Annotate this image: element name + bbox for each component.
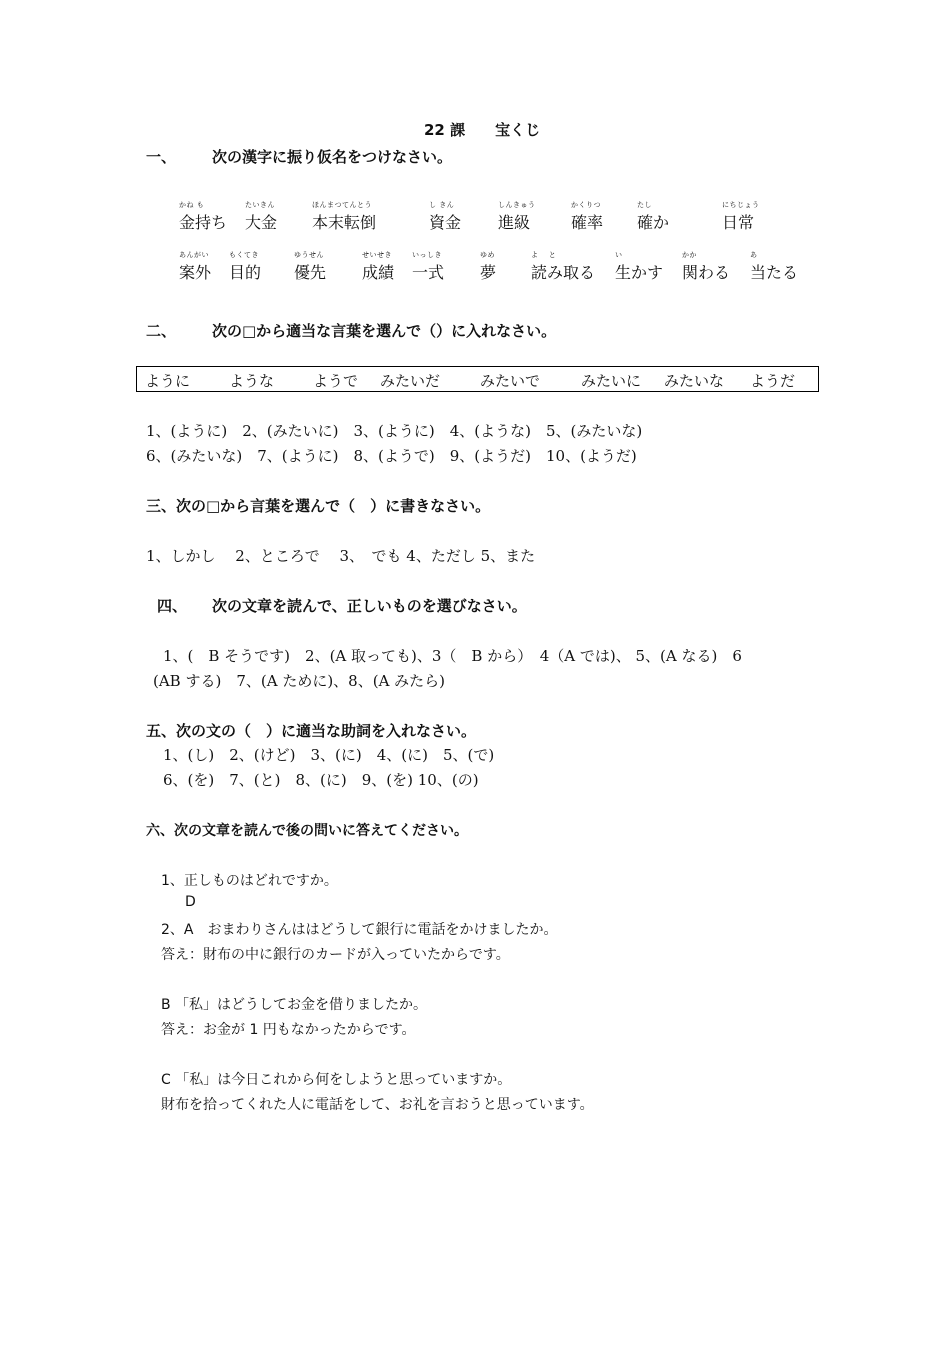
kanji-word xyxy=(637,200,669,233)
kanji-text: 本末転倒 xyxy=(312,213,377,232)
kanji-word xyxy=(615,250,663,283)
furigana: かか xyxy=(682,251,697,259)
section4-heading: 次の文章を読んで、正しいものを選びなさい。 xyxy=(212,597,527,615)
section5-heading: 五、次の文の（ ）に適当な助詞を入れなさい。 xyxy=(146,722,477,740)
kanji-text: 確率 xyxy=(571,213,604,232)
kanji-word xyxy=(294,250,326,283)
kanji-word xyxy=(179,250,211,283)
section3-heading: 三、次の□から言葉を選んで（ ）に書きなさい。 xyxy=(146,497,491,515)
kanji-word xyxy=(498,200,536,233)
choice-item: ような xyxy=(229,372,275,390)
furigana: しんきゅう xyxy=(498,201,536,209)
kanji-text: 関わる xyxy=(682,263,731,282)
choice-item: みたいだ xyxy=(380,372,441,390)
furigana: せいせき xyxy=(362,251,392,259)
choice-item: みたいに xyxy=(581,372,642,390)
choice-item: ようだ xyxy=(750,372,796,390)
section4-answers-line2: (AB する) 7、(A ために)、8、(A みたら) xyxy=(153,672,446,690)
kanji-text: 案外 xyxy=(179,263,212,282)
section2-heading: 次の□から適当な言葉を選んで（）に入れなさい。 xyxy=(212,322,557,340)
kanji-word xyxy=(750,250,798,283)
section5-answers-line2: 6、(を) 7、(と) 8、(に) 9、(を) 10、(の) xyxy=(163,771,479,789)
furigana: し きん xyxy=(429,201,455,209)
section2-answers-line1: 1、(ように) 2、(みたいに) 3、(ように) 4、(ような) 5、(みたいな) xyxy=(146,422,643,440)
section5-answers-line1: 1、(し) 2、(けど) 3、(に) 4、(に) 5、(で) xyxy=(163,746,495,764)
section4-answers-line1: 1、( B そうです) 2、(A 取っても)、3（ B から） 4（A では)、 5、(A なる) 6 xyxy=(163,647,742,665)
question-2c: C 「私」は今日これから何をしようと思っていますか。 xyxy=(161,1072,512,1088)
kanji-word xyxy=(429,200,461,233)
choice-item: ように xyxy=(145,372,191,390)
kanji-text: 生かす xyxy=(615,263,664,282)
answer-2b: 答え：お金が 1 円もなかったからです。 xyxy=(161,1022,416,1038)
section1-heading: 次の漢字に振り仮名をつけなさい。 xyxy=(212,148,453,166)
answer-2a: 答え：財布の中に銀行のカードが入っていたからです。 xyxy=(161,947,510,963)
kanji-word xyxy=(312,200,376,233)
furigana: ゆめ xyxy=(480,251,495,259)
furigana: かね も xyxy=(179,201,205,209)
kanji-word xyxy=(245,200,277,233)
kanji-text: 資金 xyxy=(429,213,462,232)
kanji-word xyxy=(682,250,730,283)
kanji-text: 夢 xyxy=(480,263,497,282)
kanji-text: 目的 xyxy=(229,263,262,282)
furigana: あ xyxy=(750,251,758,259)
furigana: たし xyxy=(637,201,652,209)
kanji-text: 成績 xyxy=(362,263,395,282)
section1-number: 一、 xyxy=(146,148,177,166)
section3-answers: 1、しかし 2、ところで 3、 でも 4、ただし 5、また xyxy=(146,547,536,565)
kanji-text: 優先 xyxy=(294,263,327,282)
furigana: い xyxy=(615,251,623,259)
section6-heading: 六、次の文章を読んで後の問いに答えてください。 xyxy=(146,823,468,839)
question-2a: 2、A おまわりさんははどうして銀行に電話をかけましたか。 xyxy=(161,922,558,938)
kanji-text: 確か xyxy=(637,213,670,232)
page-title: 22 課 宝くじ xyxy=(424,121,541,139)
furigana: ゆうせん xyxy=(294,251,324,259)
section2-number: 二、 xyxy=(146,322,177,340)
kanji-text: 金持ち xyxy=(179,213,228,232)
kanji-word xyxy=(571,200,603,233)
furigana: たいきん xyxy=(245,201,275,209)
kanji-word xyxy=(531,250,595,283)
kanji-word xyxy=(480,250,496,283)
word-choice-box xyxy=(136,366,819,392)
kanji-word xyxy=(362,250,394,283)
furigana: にちじょう xyxy=(722,201,760,209)
section4-number: 四、 xyxy=(157,597,188,615)
furigana: もくてき xyxy=(229,251,259,259)
kanji-text: 進級 xyxy=(498,213,531,232)
choice-item: みたいな xyxy=(664,372,725,390)
choice-item: ようで xyxy=(313,372,359,390)
kanji-text: 一式 xyxy=(412,263,445,282)
answer-2c: 財布を拾ってくれた人に電話をして、お礼を言おうと思っています。 xyxy=(161,1097,594,1113)
kanji-text: 読み取る xyxy=(531,263,596,282)
kanji-word xyxy=(229,250,261,283)
furigana: よ と xyxy=(531,251,557,259)
choice-item: みたいで xyxy=(480,372,541,390)
kanji-word xyxy=(412,250,444,283)
kanji-word xyxy=(722,200,760,233)
kanji-text: 日常 xyxy=(722,213,755,232)
question-1: 1、正しものはどれですか。 xyxy=(161,873,338,889)
kanji-text: 大金 xyxy=(245,213,278,232)
answer-1: D xyxy=(185,894,196,910)
furigana: かくりつ xyxy=(571,201,601,209)
furigana: あんがい xyxy=(179,251,209,259)
kanji-word xyxy=(179,200,227,233)
kanji-text: 当たる xyxy=(750,263,799,282)
question-2b: B 「私」はどうしてお金を借りましたか。 xyxy=(161,997,428,1013)
section2-answers-line2: 6、(みたいな) 7、(ように) 8、(ようで) 9、(ようだ) 10、(ようだ) xyxy=(146,447,637,465)
furigana: いっしき xyxy=(412,251,442,259)
furigana: ほんまつてんとう xyxy=(312,201,372,209)
